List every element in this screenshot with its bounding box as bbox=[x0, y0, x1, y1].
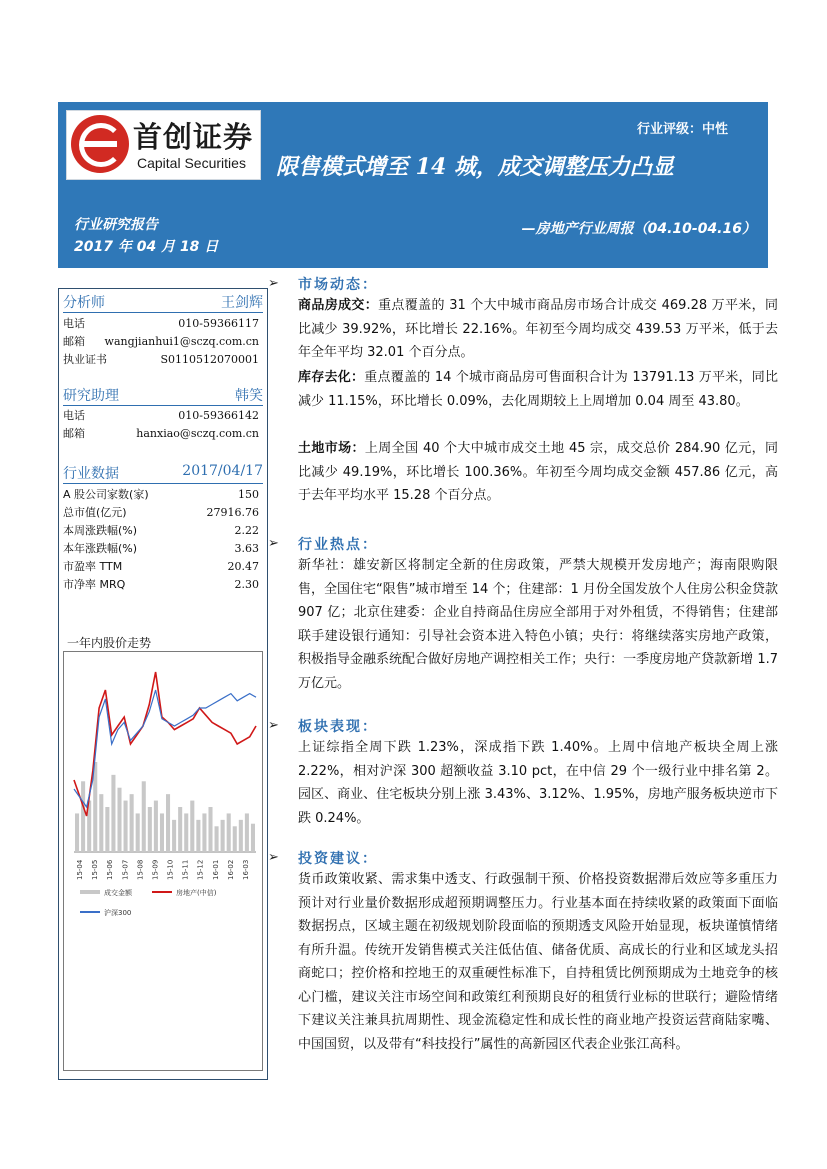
volume-bar bbox=[81, 781, 85, 852]
arrow-icon: ➢ bbox=[268, 718, 279, 733]
volume-bar bbox=[160, 813, 164, 852]
industry-row: 总市值(亿元) 27916.76 bbox=[63, 506, 259, 519]
legend-label: 成交金额 bbox=[104, 889, 132, 897]
section-title: ➢ 市场动态： bbox=[268, 276, 378, 293]
assistant-label: 研究助理 bbox=[63, 388, 119, 404]
industry-header bbox=[63, 463, 263, 484]
x-tick-label: 15-09 bbox=[151, 859, 160, 880]
volume-bar bbox=[190, 801, 194, 852]
arrow-icon: ➢ bbox=[268, 276, 279, 291]
x-tick-label: 15-11 bbox=[181, 859, 190, 880]
volume-bar bbox=[233, 826, 237, 852]
industry-date: 2017/04/17 bbox=[182, 463, 263, 479]
volume-bar bbox=[227, 813, 231, 852]
x-tick-label: 15-04 bbox=[76, 859, 84, 880]
industry-rating: 行业评级：中性 bbox=[636, 122, 728, 137]
industry-label: 行业数据 bbox=[63, 466, 119, 482]
report-date: 2017 年 04 月 18 日 bbox=[74, 239, 219, 255]
analyst-header bbox=[63, 292, 263, 313]
x-tick-label: 15-07 bbox=[121, 859, 130, 880]
para-inventory: 库存去化：重点覆盖的 14 个城市商品房可售面积合计为 13791.13 万平米，同比减少 11.15%，环比增长 0.09%，去化周期较上上周增加 0.04 周至 43.80。 bbox=[298, 370, 778, 409]
report-type: 行业研究报告 bbox=[74, 217, 158, 233]
volume-bar bbox=[117, 788, 121, 852]
page-title: 限售模式增至 14 城，成交调整压力凸显 bbox=[276, 154, 674, 180]
analyst-phone: 电话 010-59366117 bbox=[63, 317, 259, 330]
legend-label: 房地产(中信) bbox=[176, 889, 217, 897]
chart-svg bbox=[64, 652, 262, 1070]
industry-row: 市净率 MRQ 2.30 bbox=[63, 578, 259, 591]
series-line-hs300 bbox=[74, 690, 256, 807]
para-hotspot: 新华社：雄安新区将制定全新的住房政策，严禁大规模开发房地产；海南限购限售，全国住宅“限售”城市增至 14 个；住建部：1 月份全国发放个人住房公积金贷款 907 亿；北京住建委：企业自持商品住房应全部用于对外租赁，不得销售；住建部联手建设银行通知：引导社会资本进入特色小镇；央行：将继续落实房地产政策，积极指导金融系统配合做好房地产调控相关工作；央行：一季度房地产贷款新增 1.7 万亿元。 bbox=[298, 558, 778, 691]
x-tick-label: 16-01 bbox=[211, 859, 220, 880]
industry-row: 本年涨跌幅(%) 3.63 bbox=[63, 542, 259, 555]
para-performance: 上证综指全周下跌 1.23%，深成指下跌 1.40%。上周中信地产板块全周上涨 2.22%，相对沪深 300 超额收益 3.10 pct，在中信 29 个一级行业中排名第 2。园区、商业、住宅板块分别上涨 3.43%、3.12%、1.95%，房地产服务板块逆市下跌 0.24%。 bbox=[298, 740, 778, 826]
logo bbox=[66, 110, 261, 180]
para-sales: 商品房成交：重点覆盖的 31 个大中城市商品房市场合计成交 469.28 万平米，同比减少 39.92%，环比增长 22.16%。年初至今周均成交 439.53 万平米，低于去年全年平均 32.01 个百分点。 bbox=[298, 298, 778, 360]
volume-bar bbox=[202, 813, 206, 852]
stock-chart bbox=[63, 651, 263, 1071]
legend-swatch bbox=[80, 890, 100, 894]
x-tick-label: 15-06 bbox=[106, 859, 115, 880]
volume-bar bbox=[142, 781, 146, 852]
x-tick-label: 16-02 bbox=[226, 859, 235, 880]
assistant-header bbox=[63, 385, 263, 406]
section-title: ➢ 板块表现： bbox=[268, 718, 378, 735]
x-tick-label: 15-12 bbox=[196, 859, 205, 880]
volume-bar bbox=[208, 807, 212, 852]
section-title: ➢ 投资建议： bbox=[268, 850, 378, 867]
analyst-email: 邮箱 wangjianhui1@sczq.com.cn bbox=[63, 335, 259, 348]
logo-text-en: Capital Securities bbox=[137, 155, 246, 171]
volume-bar bbox=[251, 824, 255, 852]
volume-bar bbox=[99, 794, 103, 852]
arrow-icon: ➢ bbox=[268, 850, 279, 865]
industry-row: 本周涨跌幅(%) 2.22 bbox=[63, 524, 259, 537]
x-tick-label: 15-08 bbox=[136, 859, 145, 880]
assistant-phone: 电话 010-59366142 bbox=[63, 409, 259, 422]
report-header bbox=[58, 102, 768, 268]
volume-bar bbox=[154, 801, 158, 852]
para-advice: 货币政策收紧、需求集中透支、行政强制干预、价格投资数据滞后效应等多重压力预计对行业量价数据形成超预期调整压力。行业基本面在持续收紧的政策面下面临数据拐点，区域主题在初级规划阶段面临的预期透支风险开始显现，板块谨慎情绪有所升温。传统开发销售模式关注低估值、储备优质、高成长的行业和区域龙头招商蛇口；控价格和控地王的双重硬性标准下，自持租赁比例预期成为土地竞争的核心门槛，建议关注市场空间和政策红利预期良好的租赁行业标的世联行；避险情绪下建议关注兼具抗周期性、现金流稳定性和成长性的商业地产投资运营商陆家嘴、中国国贸，以及带有“科技投行”属性的高新园区代表企业张江高科。 bbox=[298, 872, 778, 1052]
volume-bar bbox=[172, 820, 176, 852]
analyst-license: 执业证书 S0110512070001 bbox=[63, 353, 259, 366]
assistant-name: 韩笑 bbox=[235, 388, 263, 404]
x-tick-label: 15-10 bbox=[166, 859, 175, 880]
volume-bar bbox=[124, 801, 128, 852]
report-subtitle: —房地产行业周报（04.10-04.16） bbox=[521, 221, 756, 237]
industry-row: 市盈率 TTM 20.47 bbox=[63, 560, 259, 573]
volume-bar bbox=[105, 807, 109, 852]
volume-bar bbox=[239, 820, 243, 852]
volume-bar bbox=[130, 794, 134, 852]
volume-bar bbox=[196, 820, 200, 852]
volume-bar bbox=[215, 826, 219, 852]
volume-bar bbox=[221, 820, 225, 852]
x-tick-label: 15-05 bbox=[91, 859, 100, 880]
assistant-email: 邮箱 hanxiao@sczq.com.cn bbox=[63, 427, 259, 440]
analyst-label: 分析师 bbox=[63, 295, 105, 311]
x-tick-label: 16-03 bbox=[242, 859, 250, 880]
volume-bar bbox=[178, 807, 182, 852]
industry-row: A 股公司家数(家) 150 bbox=[63, 488, 259, 501]
para-land: 土地市场：上周全国 40 个大中城市成交土地 45 宗，成交总价 284.90 亿元，同比减少 49.19%，环比增长 100.36%。年初至今周均成交金额 457.86 亿元，高于去年平均水平 15.28 个百分点。 bbox=[298, 441, 778, 503]
volume-bar bbox=[75, 813, 79, 852]
volume-bar bbox=[166, 794, 170, 852]
legend-label: 沪深300 bbox=[104, 909, 132, 917]
arrow-icon: ➢ bbox=[268, 536, 279, 551]
volume-bar bbox=[245, 813, 249, 852]
volume-bar bbox=[111, 775, 115, 852]
analyst-name: 王剑辉 bbox=[221, 295, 263, 311]
volume-bar bbox=[136, 813, 140, 852]
logo-text-cn: 首创证券 bbox=[133, 120, 254, 154]
volume-bar bbox=[148, 807, 152, 852]
chart-title: 一年内股价走势 bbox=[67, 636, 152, 650]
section-title: ➢ 行业热点： bbox=[268, 536, 378, 553]
logo-mark-icon bbox=[71, 115, 129, 173]
sidebar bbox=[58, 288, 268, 1080]
volume-bar bbox=[184, 813, 188, 852]
